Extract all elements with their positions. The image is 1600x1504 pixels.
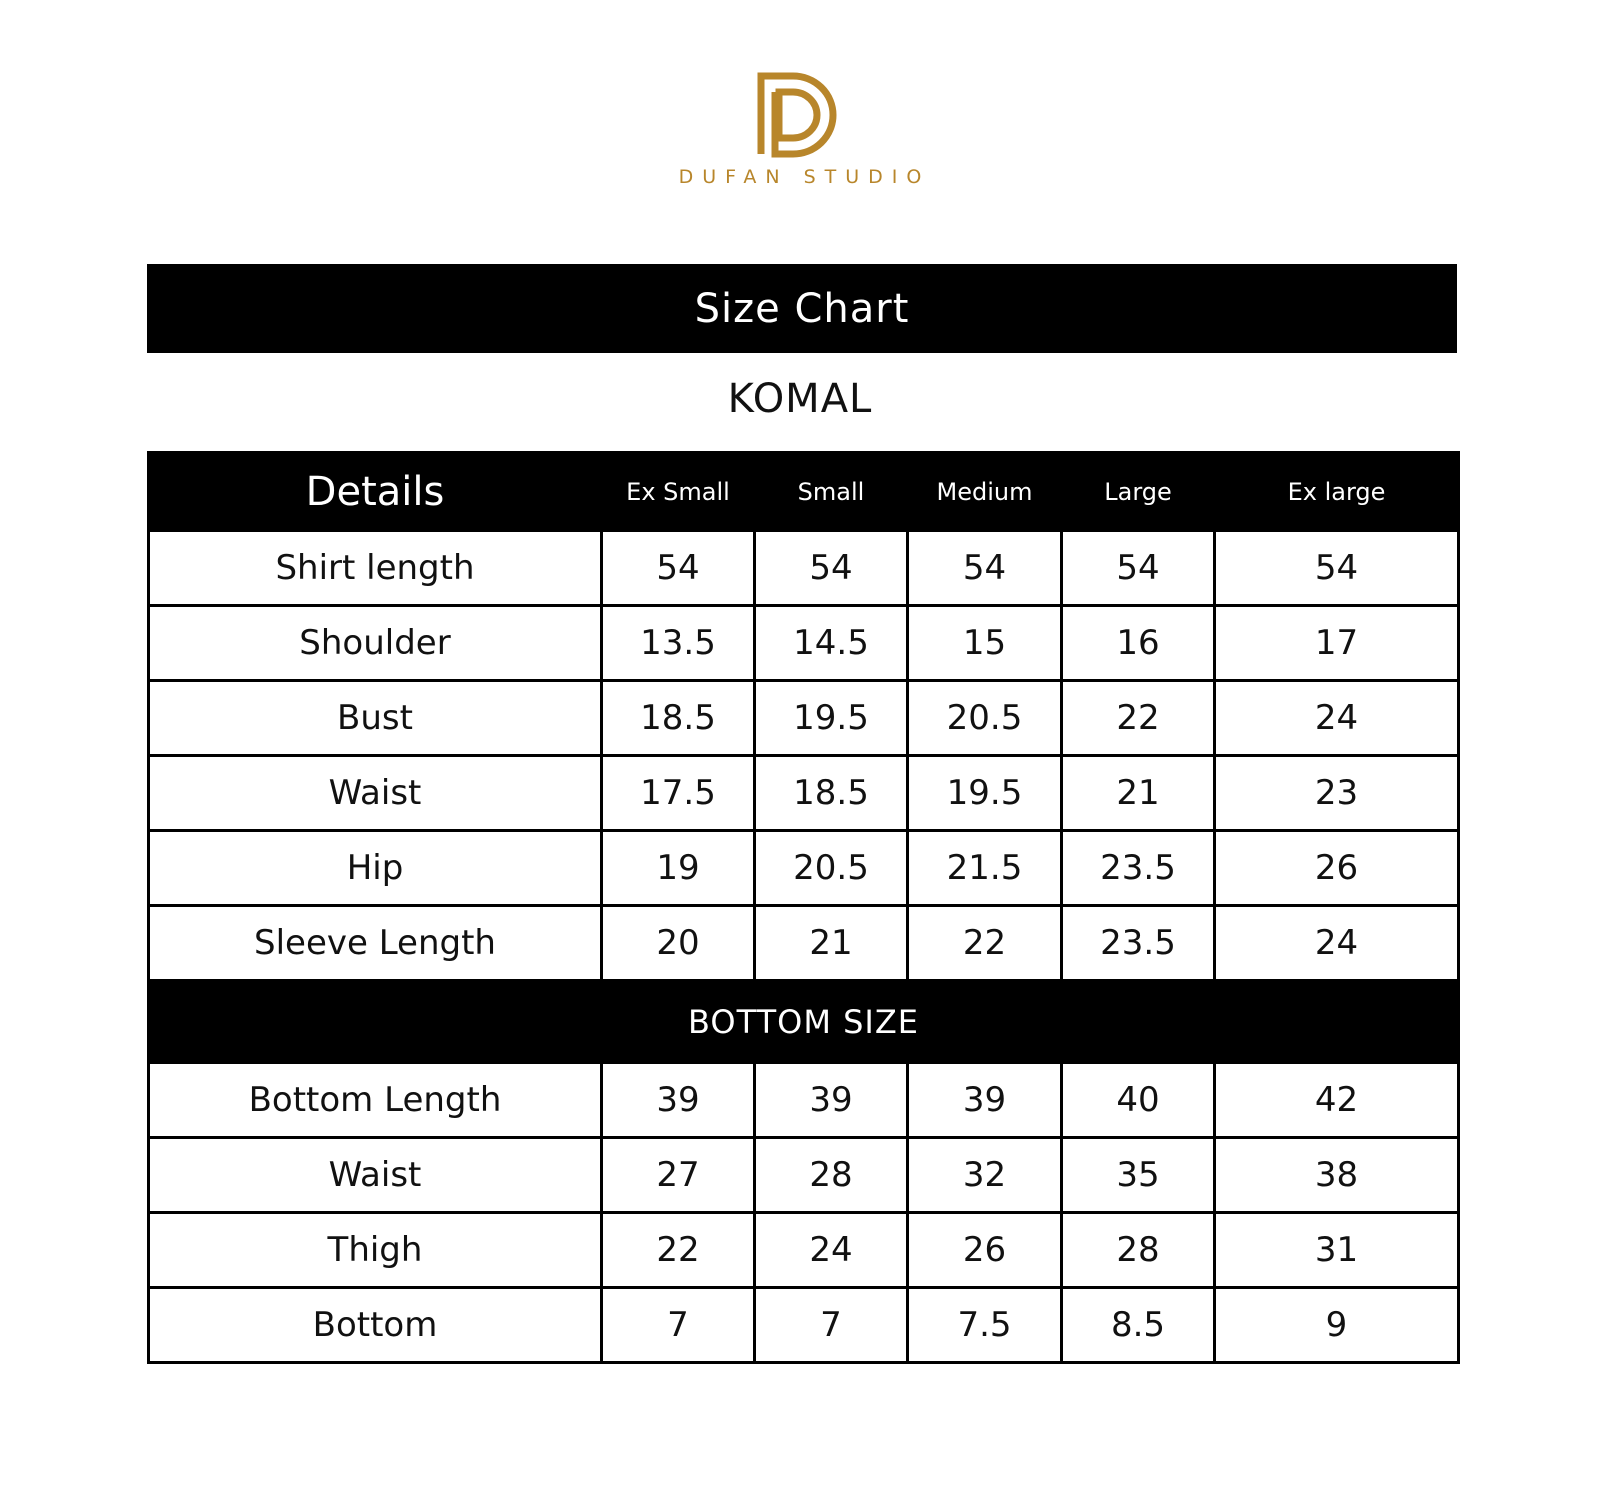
size-value-cell: 20.5: [908, 681, 1062, 756]
size-value-cell: 13.5: [602, 606, 755, 681]
row-label: Shirt length: [149, 531, 602, 606]
table-body: [149, 531, 1459, 1363]
row-label: Waist: [149, 756, 602, 831]
size-value-cell: 39: [755, 1063, 908, 1138]
size-value-cell: 18.5: [755, 756, 908, 831]
row-label: Hip: [149, 831, 602, 906]
column-header: Small: [755, 453, 908, 531]
size-value-cell: 21: [755, 906, 908, 981]
size-value-cell: 22: [1062, 681, 1215, 756]
size-value-cell: 17.5: [602, 756, 755, 831]
size-value-cell: 40: [1062, 1063, 1215, 1138]
table-row: [149, 756, 1459, 831]
size-table: [147, 451, 1460, 1364]
size-value-cell: 19.5: [755, 681, 908, 756]
size-value-cell: 28: [755, 1138, 908, 1213]
size-value-cell: 20: [602, 906, 755, 981]
size-value-cell: 24: [1215, 681, 1459, 756]
size-value-cell: 19.5: [908, 756, 1062, 831]
size-value-cell: 14.5: [755, 606, 908, 681]
brand-logo: [0, 70, 1600, 188]
column-header: Details: [149, 453, 602, 531]
size-value-cell: 39: [602, 1063, 755, 1138]
table-row: [149, 906, 1459, 981]
row-label: Waist: [149, 1138, 602, 1213]
size-value-cell: 21: [1062, 756, 1215, 831]
brand-name: DUFAN STUDIO: [678, 166, 931, 188]
size-value-cell: 39: [908, 1063, 1062, 1138]
section-row: [149, 981, 1459, 1063]
size-value-cell: 27: [602, 1138, 755, 1213]
row-label: Bottom: [149, 1288, 602, 1363]
size-value-cell: 7: [755, 1288, 908, 1363]
size-value-cell: 20.5: [755, 831, 908, 906]
page-title: Size Chart: [694, 285, 910, 332]
size-value-cell: 42: [1215, 1063, 1459, 1138]
table-row: [149, 606, 1459, 681]
size-value-cell: 19: [602, 831, 755, 906]
size-value-cell: 31: [1215, 1213, 1459, 1288]
size-value-cell: 9: [1215, 1288, 1459, 1363]
size-value-cell: 35: [1062, 1138, 1215, 1213]
size-value-cell: 26: [1215, 831, 1459, 906]
size-value-cell: 7.5: [908, 1288, 1062, 1363]
size-value-cell: 21.5: [908, 831, 1062, 906]
size-value-cell: 54: [755, 531, 908, 606]
column-header: Ex large: [1215, 453, 1459, 531]
size-value-cell: 18.5: [602, 681, 755, 756]
column-header: Medium: [908, 453, 1062, 531]
row-label: Bottom Length: [149, 1063, 602, 1138]
size-value-cell: 16: [1062, 606, 1215, 681]
size-value-cell: 32: [908, 1138, 1062, 1213]
column-header: Ex Small: [602, 453, 755, 531]
size-value-cell: 54: [1062, 531, 1215, 606]
product-name: KOMAL: [727, 376, 873, 422]
table-row: [149, 1213, 1459, 1288]
size-value-cell: 22: [602, 1213, 755, 1288]
row-label: Sleeve Length: [149, 906, 602, 981]
size-value-cell: 23: [1215, 756, 1459, 831]
size-value-cell: 28: [1062, 1213, 1215, 1288]
table-row: [149, 1288, 1459, 1363]
row-label: Shoulder: [149, 606, 602, 681]
size-value-cell: 54: [908, 531, 1062, 606]
table-row: [149, 831, 1459, 906]
size-value-cell: 24: [1215, 906, 1459, 981]
column-header: Large: [1062, 453, 1215, 531]
size-value-cell: 17: [1215, 606, 1459, 681]
size-value-cell: 54: [602, 531, 755, 606]
size-value-cell: 8.5: [1062, 1288, 1215, 1363]
table-header-row: [149, 453, 1459, 531]
row-label: Bust: [149, 681, 602, 756]
table-row: [149, 531, 1459, 606]
size-value-cell: 54: [1215, 531, 1459, 606]
size-value-cell: 23.5: [1062, 831, 1215, 906]
row-label: Thigh: [149, 1213, 602, 1288]
size-value-cell: 26: [908, 1213, 1062, 1288]
size-value-cell: 24: [755, 1213, 908, 1288]
size-value-cell: 23.5: [1062, 906, 1215, 981]
dd-monogram-logo-icon: [755, 70, 845, 158]
size-value-cell: 38: [1215, 1138, 1459, 1213]
size-value-cell: 7: [602, 1288, 755, 1363]
size-value-cell: 22: [908, 906, 1062, 981]
table-row: [149, 1138, 1459, 1213]
section-label: BOTTOM SIZE: [149, 981, 1459, 1063]
size-value-cell: 15: [908, 606, 1062, 681]
table-row: [149, 1063, 1459, 1138]
table-row: [149, 681, 1459, 756]
size-chart-banner: [147, 264, 1457, 353]
